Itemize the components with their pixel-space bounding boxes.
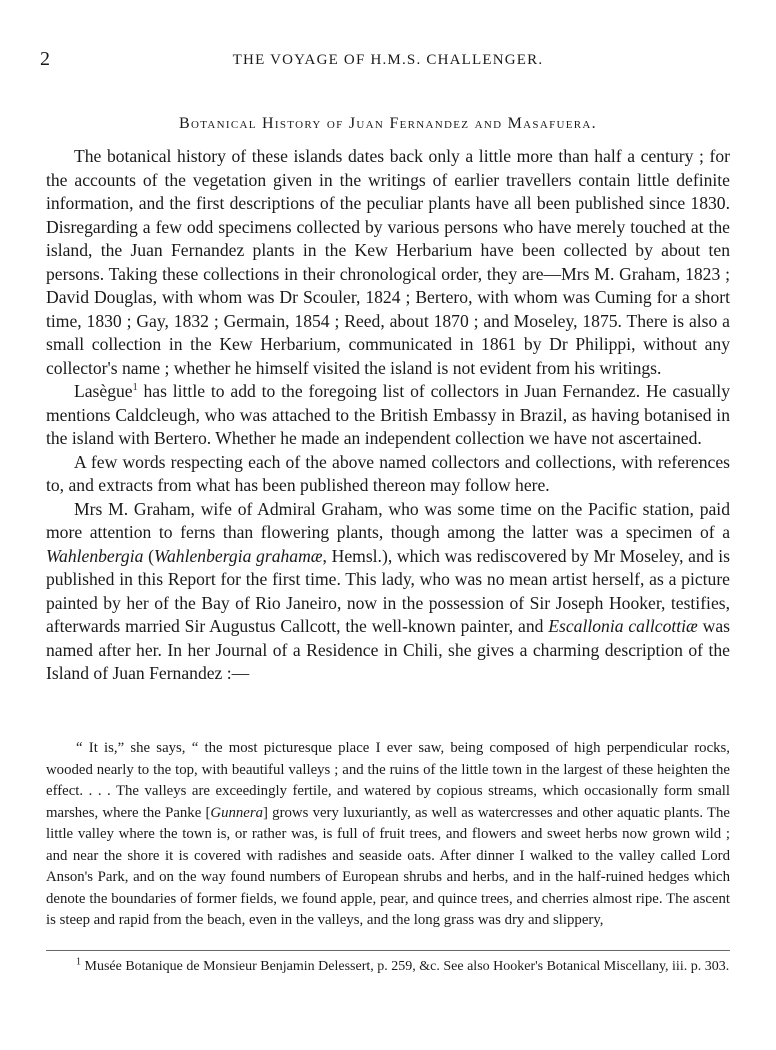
running-head: THE VOYAGE OF H.M.S. CHALLENGER. [232, 52, 544, 68]
footnote-divider [46, 950, 730, 951]
paragraph-2-text: has little to add to the foregoing list of collectors in Juan Fernandez. He casually mentions Caldcleugh, who was attached to the British Embassy in Brazil, as having botanised in the island with Bertero. Whether he made an independent collection we have not ascertained. [46, 381, 730, 448]
wahlenbergia-grahamae: Wahlenbergia grahamæ [153, 545, 323, 566]
paragraph-4 [46, 498, 730, 686]
graham-quote [46, 738, 730, 932]
quote-text-a: “ It is,” she says, “ the most picturesque place I ever saw, being composed of high perpendicular rocks, wooded nearly to the top, with beautiful valleys ; and the ruins of the little town in the largest of these heighten the effect. . . . The valleys are exceedingly fertile, and watered by copious streams, which occasionally form small marshes, where the Panke [ [46, 740, 730, 821]
footnote [46, 958, 730, 976]
footnote-mark: 1 [76, 956, 81, 968]
paragraph-4-text-a: Mrs M. Graham, wife of Admiral Graham, who was some time on the Pacific station, paid more attention to ferns than flowering plants, though among the latter was a specimen of a [46, 498, 730, 542]
paragraph-3: A few words respecting each of the above named collectors and collections, with references to, and extracts from what has been published thereon may follow here. [46, 451, 730, 495]
paragraph-2 [46, 380, 730, 451]
paragraph-4-text-b: ( [143, 545, 154, 566]
wahlenbergia-genus: Wahlenbergia [46, 545, 144, 566]
page-number: 2 [40, 48, 50, 70]
page-header [32, 48, 744, 72]
lasegue-name: Lasègue [74, 381, 133, 401]
footnote-ref: 1 [132, 382, 138, 394]
gunnera-name: Gunnera [210, 804, 264, 821]
escallonia-callcottiae: Escallonia callcottiæ [548, 616, 698, 636]
footnote-text: Musée Botanique de Monsieur Benjamin Delessert, p. 259, &c. See also Hooker's Botanical Miscellany, iii. p. 303. [81, 959, 730, 974]
quote-text-b: ] grows very luxuriantly, as well as watercresses and other aquatic plants. The little valley where the town is, or rather was, is full of fruit trees, and flowers and sweet herbs now grown wild ; and near the shore it is covered with radishes and seaside oats. After dinner I walked to the valley called Lord Anson's Park, and on the way found numbers of European shrubs and herbs, and in the half-ruined hedges which denote the boundaries of former fields, we found apple, pear, and quince trees, and cherries almost ripe. The ascent is steep and rapid from the beach, even in the valleys, and the long grass was dry and slippery, [46, 804, 730, 928]
paragraph-4-text-d: was named after her. In her Journal of a Residence in Chili, she gives a charming description of the Island of Juan Fernandez :— [46, 616, 730, 683]
paragraph-4-text-c: , Hemsl.), which was rediscovered by Mr Moseley, and is published in this Report for the first time. This lady, who was no mean artist herself, as a picture painted by her of the Bay of Rio Janeiro, now in the possession of Sir Joseph Hooker, testifies, afterwards married Sir Augustus Callcott, the well-known painter, and [46, 545, 730, 636]
paragraph-1: The botanical history of these islands dates back only a little more than half a century ; for the accounts of the vegetation given in the writings of earlier travellers contain little definite information, and the first descriptions of the peculiar plants have all been published since 1830. Disregarding a few odd specimens collected by various persons who have merely touched at the island, the Juan Fernandez plants in the Kew Herbarium have been collected by about ten persons. Taking these collections in their chronological order, they are—Mrs M. Graham, 1823 ; David Douglas, with whom was Dr Scouler, 1824 ; Bertero, with whom was Cuming for a short time, 1830 ; Gay, 1832 ; Germain, 1854 ; Reed, about 1870 ; and Moseley, 1875. There is also a small collection in the Kew Herbarium, communicated in 1861 by Dr Philippi, without any collector's name ; whether he himself visited the island is not evident from his writings. [46, 146, 730, 378]
body-text [46, 145, 730, 686]
section-title: Botanical History of Juan Fernandez and Masafuera. [179, 115, 597, 132]
